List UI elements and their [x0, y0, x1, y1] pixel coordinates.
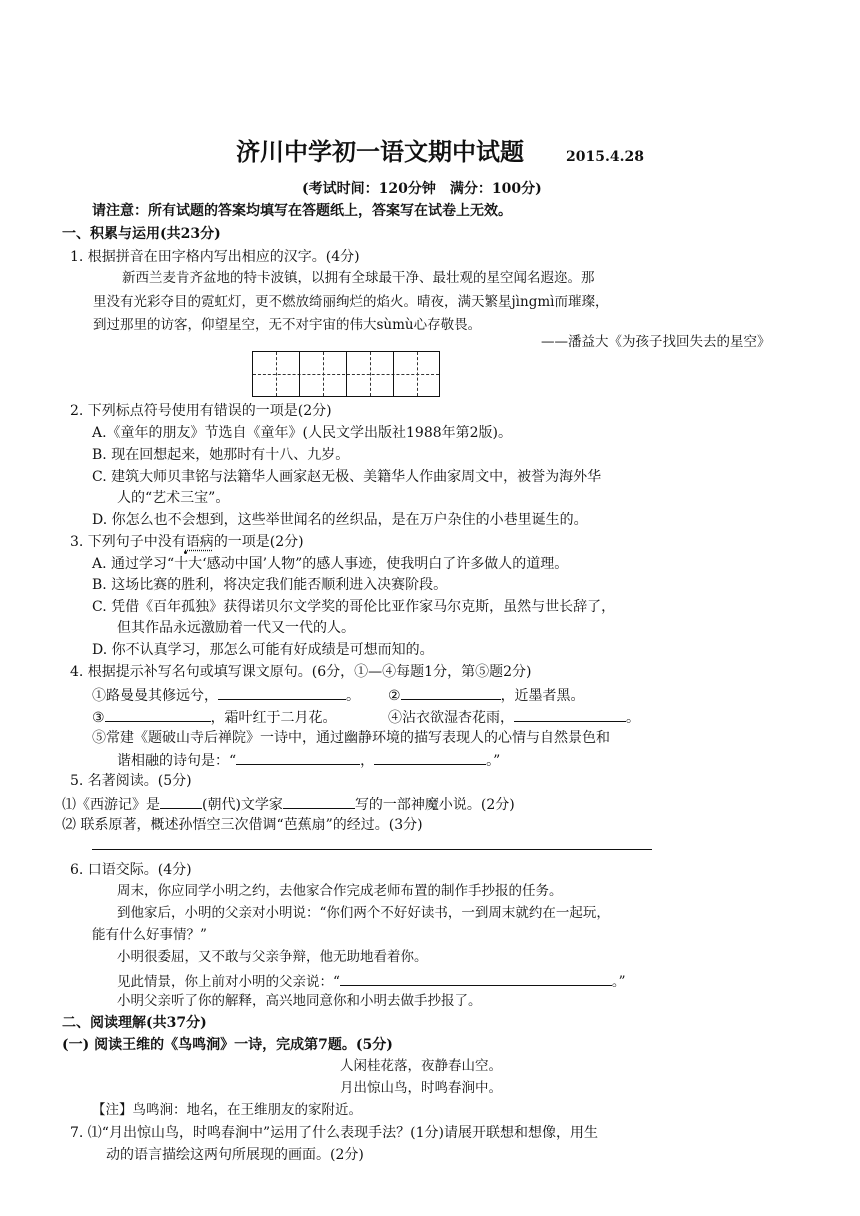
- page-title: 济川中学初一语文期中试题: [236, 137, 524, 166]
- q6-para-1: 周末，你应同学小明之约，去他家合作完成老师布置的制作手抄报的任务。: [117, 883, 563, 899]
- q1-passage-line-3: 到过那里的访客，仰望星空，无不对宇宙的伟大sùmù心存敬畏。: [93, 317, 482, 333]
- tianzige-grid: [252, 351, 440, 397]
- q2-option-c-line-1: C. 建筑大师贝聿铭与法籍华人画家赵无极、美籍华人作曲家周文中，被誉为海外华: [92, 469, 602, 485]
- q4-blank-2[interactable]: [401, 687, 501, 700]
- q4-item-4: ④沾衣欲湿杏花雨， 。: [388, 710, 640, 726]
- reading-part-1-heading: (一) 阅读王维的《鸟鸣涧》一诗，完成第7题。(5分): [62, 1037, 393, 1053]
- q4-blank-5b[interactable]: [374, 752, 486, 765]
- q5-blank-dynasty[interactable]: [160, 796, 202, 809]
- q2-option-d: D. 你怎么也不会想到，这些举世闻名的丝织品，是在万户杂住的小巷里诞生的。: [92, 512, 588, 528]
- exam-subtitle: (考试时间：120分钟 满分：100分): [302, 181, 542, 197]
- q1-passage-source: ——潘益大《为孩子找回失去的星空》: [541, 334, 771, 350]
- exam-notice: 请注意：所有试题的答案均填写在答题纸上，答案写在试卷上无效。: [92, 203, 512, 219]
- q4-blank-4[interactable]: [514, 709, 626, 722]
- q3-option-b: B. 这场比赛的胜利，将决定我们能否顺利进入决赛阶段。: [92, 577, 448, 593]
- q3-option-c-line-1: C. 凭借《百年孤独》获得诺贝尔文学奖的哥伦比亚作家马尔克斯，虽然与世长辞了，: [92, 599, 616, 615]
- q5-sub-1: ⑴《西游记》是 (朝代)文学家 写的一部神魔小说。(2分): [62, 797, 515, 813]
- q5-sub-2: ⑵ 联系原著，概述孙悟空三次借调“芭蕉扇”的经过。(3分): [62, 817, 423, 833]
- q4-blank-1[interactable]: [218, 687, 346, 700]
- q2-stem: 2. 下列标点符号使用有错误的一项是(2分): [70, 403, 332, 419]
- q5-answer-line[interactable]: [92, 849, 652, 850]
- q4-stem: 4. 根据提示补写名句或填写课文原句。(6分，①—④每题1分，第⑤题2分): [70, 664, 532, 680]
- q7-stem-line-2: 动的语言描绘这两句所展现的画面。(2分): [106, 1147, 364, 1163]
- section-2-heading: 二、阅读理解(共37分): [62, 1015, 207, 1031]
- q7-stem-line-1: 7. ⑴“月出惊山鸟，时鸣春涧中”运用了什么表现手法？(1分)请展开联想和想像，用生: [70, 1125, 598, 1141]
- q2-option-c-line-2: 人的“艺术三宝”。: [117, 490, 230, 506]
- poem-line-2: 月出惊山鸟，时鸣春涧中。: [340, 1080, 502, 1096]
- q1-stem: 1. 根据拼音在田字格内写出相应的汉字。(4分): [70, 249, 360, 265]
- q2-option-b: B. 现在回想起来，她那时有十八、九岁。: [92, 447, 350, 463]
- q4-item-5-line-2: 谐相融的诗句是：“ ， 。”: [117, 753, 501, 769]
- q6-para-2-line-1: 到他家后，小明的父亲对小明说：“你们两个不好好读书，一到周末就约在一起玩，: [117, 905, 610, 921]
- q6-para-4: 见此情景，你上前对小明的父亲说：“ 。”: [117, 974, 626, 990]
- q3-option-c-line-2: 但其作品永远激励着一代又一代的人。: [117, 620, 355, 636]
- q3-option-a: A. 通过学习“十大‘感动中国’人物”的感人事迹，使我明白了许多做人的道理。: [92, 556, 569, 572]
- q6-blank[interactable]: [340, 973, 612, 986]
- q1-passage-line-2: 里没有光彩夺目的霓虹灯，更不燃放绮丽绚烂的焰火。晴夜，满天繁星jìngmì而璀璨，: [93, 294, 609, 310]
- q6-para-5: 小明父亲听了你的解释，高兴地同意你和小明去做手抄报了。: [117, 993, 482, 1009]
- q4-item-3: ③ ，霜叶红于二月花。: [92, 710, 337, 726]
- q1-passage-line-1: 新西兰麦肯齐盆地的特卡波镇，以拥有全球最干净、最壮观的星空闻名遐迩。那: [122, 270, 595, 286]
- q3-stem: 3. 下列句子中没有语病的一项是(2分): [70, 534, 304, 550]
- q4-item-1: ①路曼曼其修远兮， 。: [92, 688, 360, 704]
- q4-blank-3[interactable]: [105, 709, 211, 722]
- q6-para-3: 小明很委屈，又不敢与父亲争辩，他无助地看着你。: [117, 949, 428, 965]
- poem-note: 【注】鸟鸣涧：地名，在王维朋友的家附近。: [92, 1102, 362, 1118]
- poem-line-1: 人闲桂花落，夜静春山空。: [340, 1058, 502, 1074]
- q4-item-2: ② ，近墨者黑。: [388, 688, 585, 704]
- q2-option-a: A.《童年的朋友》节选自《童年》(人民文学出版社1988年第2版)。: [92, 425, 513, 441]
- q4-item-5-line-1: ⑤常建《题破山寺后禅院》一诗中，通过幽静环境的描写表现人的心情与自然景色和: [92, 730, 610, 746]
- exam-date: 2015.4.28: [566, 149, 644, 165]
- q6-stem: 6. 口语交际。(4分): [70, 862, 192, 878]
- q4-blank-5a[interactable]: [236, 752, 360, 765]
- q5-stem: 5. 名著阅读。(5分): [70, 773, 192, 789]
- q6-para-2-line-2: 能有什么好事情？”: [92, 927, 207, 943]
- q3-option-d: D. 你不认真学习，那怎么可能有好成绩是可想而知的。: [92, 642, 434, 658]
- q5-blank-author[interactable]: [283, 796, 355, 809]
- q3-stem-emphasis: 语病: [185, 534, 214, 550]
- section-1-heading: 一、积累与运用(共23分): [62, 226, 221, 242]
